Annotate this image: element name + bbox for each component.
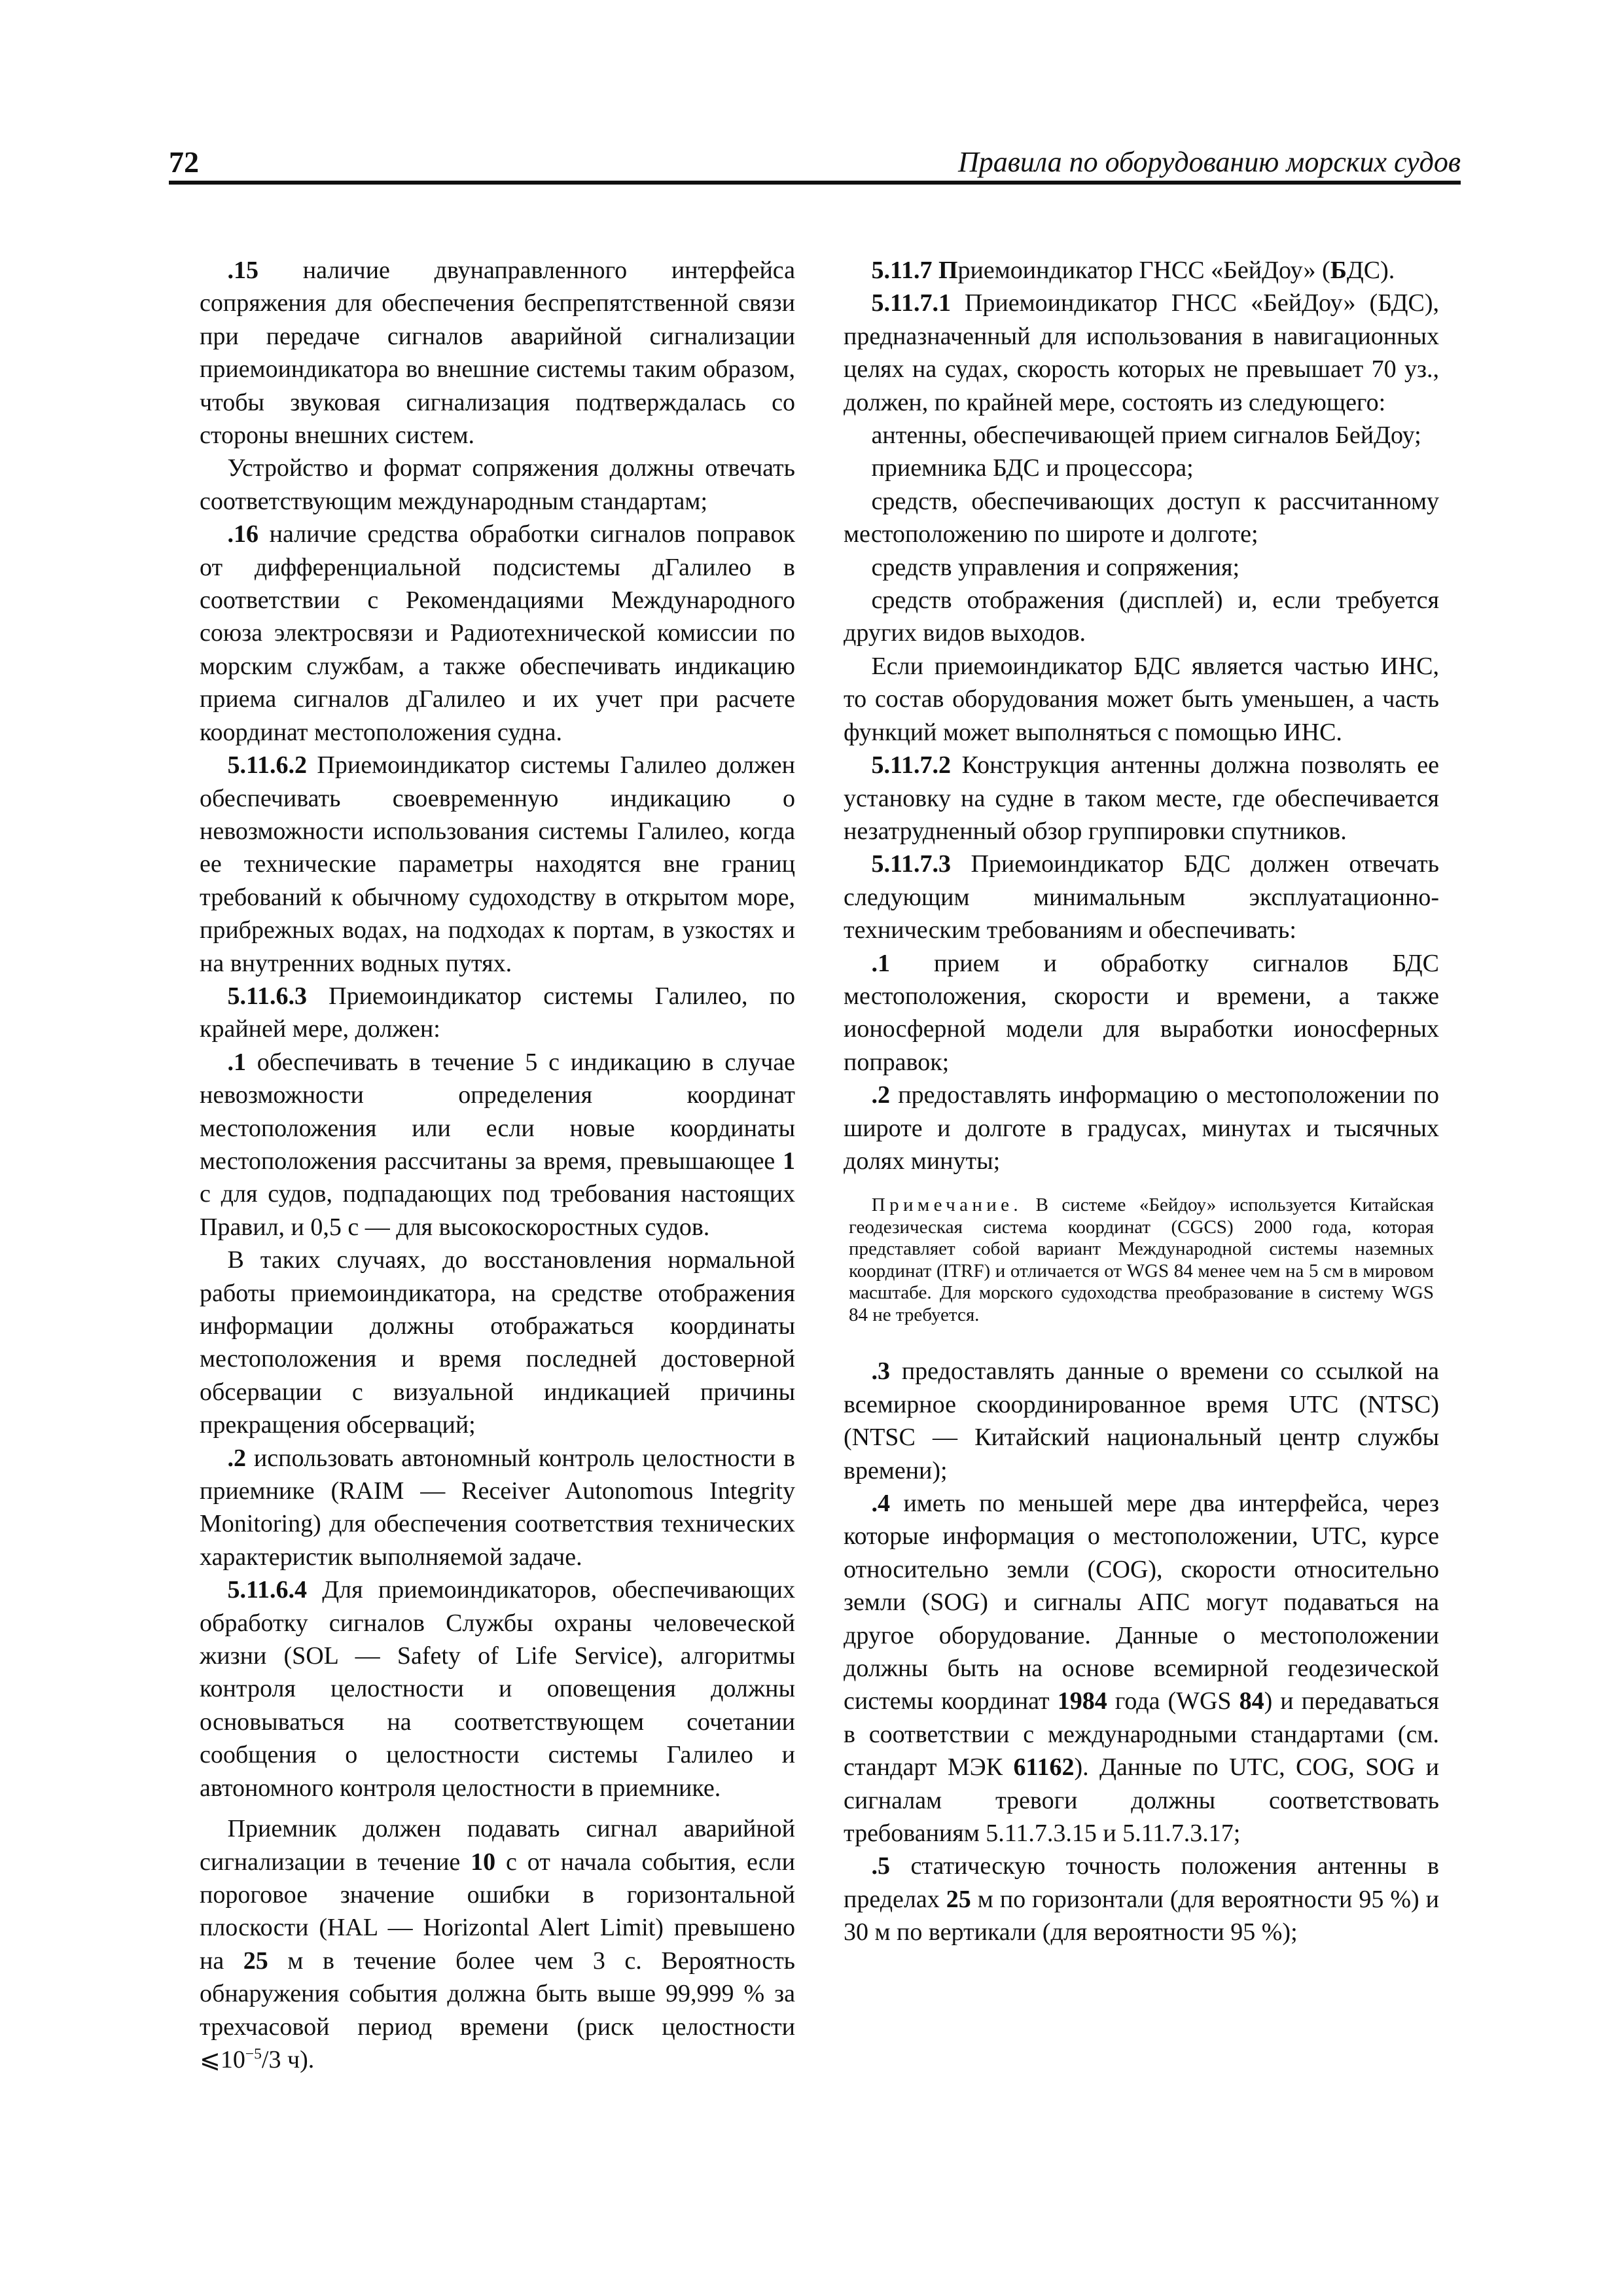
paragraph-text: Для приемоиндикаторов, обеспечивающих обработку сигналов Службы охраны человеческой жизни (SOL — Safety of Life Service), алгоритмы контроля целостности и оповещения должны основываться на соответствующем сочетании сообщения о целостности системы Галилео и автономного контроля целостности в приемнике. <box>200 1576 796 1802</box>
paragraph-5-11-7-3 <box>844 848 1439 946</box>
heading-text: Б <box>1330 257 1347 284</box>
section-number: 5.11.7.2 <box>871 751 951 780</box>
bold-value: 10 <box>471 1848 496 1876</box>
paragraph-text: наличие двунаправленного интерфейса сопряжения для обеспечения беспрепятственной связи при передаче сигналов аварийной сигнализации приемоиндикатора во внешние системы таким образом, чтобы звуковая сигнализация подтверждалась со стороны внешних систем. <box>200 257 795 450</box>
running-title: Правила по оборудованию морских судов <box>957 146 1461 178</box>
list-item-control <box>844 551 1439 584</box>
paragraph-text: Конструкция антенны должна позволять ее установку на судне в таком месте, где обеспечивается незатрудненный обзор группировки спутников. <box>844 751 1439 845</box>
paragraph-text: статическую точность положения антенны в пределах <box>844 1852 1439 1913</box>
paragraph-text: прием и обработку сигналов БДС местоположения, скорости и времени, а также ионосферной модели для выработки ионосферных поправок; <box>844 949 1439 1076</box>
paragraph-item-2 <box>200 1442 795 1574</box>
page-number: 72 <box>169 145 199 179</box>
paragraph-text: средств отображения (дисплей) и, если требуется других видов выходов. <box>844 586 1439 647</box>
integrity-formula: ⩽10 <box>200 2045 245 2073</box>
paragraph-text: В таких случаях, до восстановления нормальной работы приемоиндикатора, на средстве отображения информации должны отображаться координаты местоположения и время последней достоверной обсервации с визуальной индикацией причины прекращения обсерваций; <box>200 1246 795 1439</box>
section-number: 5.11.6.4 <box>227 1576 307 1604</box>
list-item-display <box>844 584 1439 650</box>
paragraph-text: /3 ч). <box>261 2045 315 2073</box>
section-number: 5.11.7.3 <box>871 850 951 878</box>
paragraph-item-3 <box>844 1355 1439 1487</box>
paragraph-item-1 <box>200 1046 795 1244</box>
paragraph-5-11-6-3 <box>200 980 795 1046</box>
bold-value: 25 <box>243 1946 268 1975</box>
paragraph-text: м по горизонтали (для вероятности 95 %) и 30 м по вертикали (для вероятности 95 %); <box>844 1885 1439 1946</box>
paragraph-text: обеспечивать в течение 5 с индикацию в случае невозможности определения координат местоположения или если новые координаты местоположения рассчитаны за время, превышающее <box>200 1048 795 1175</box>
section-number: 5.11.6.2 <box>227 751 307 780</box>
paragraph-text: использовать автономный контроль целостности в приемнике (RAIM — Receiver Autonomous Integrity Monitoring) для обеспечения соответствия технических характеристик выполняемой задаче. <box>200 1444 795 1571</box>
item-number: .15 <box>227 257 259 284</box>
paragraph-text: Приемоиндикатор ГНСС «БейДоу» (БДС), предназначенный для использования в навигационных целях на судах, скорость которых не превышает 70 уз., должен, по крайней мере, состоять из следующего: <box>844 289 1439 416</box>
paragraph-text: Приемник должен подавать сигнал аварийной сигнализации в течение <box>200 1815 795 1876</box>
paragraph-such-cases <box>200 1244 795 1441</box>
bold-value: 84 <box>1239 1687 1264 1715</box>
paragraph-text: Приемоиндикатор системы Галилео должен обеспечивать своевременную индикацию о невозможности использования системы Галилео, когда ее технические параметры находятся вне границ требований к обычному судоходству в открытом море, прибрежных водах, на подходах к портам, в узкостях и на внутренних водных путях. <box>200 751 795 977</box>
item-number: .5 <box>871 1852 891 1880</box>
paragraph-interface-format <box>200 452 795 518</box>
paragraph-text: с от начала события, если пороговое значение ошибки в горизонтальной плоскости (HAL — Horizontal Alert Limit) превышено на <box>200 1848 795 1975</box>
paragraph-ins <box>844 650 1439 749</box>
paragraph-16 <box>200 518 795 749</box>
item-number: .4 <box>871 1490 891 1517</box>
list-item-access <box>844 485 1439 551</box>
paragraph-text: средств управления и сопряжения; <box>871 553 1240 581</box>
paragraph-receiver-alarm <box>200 1812 795 2076</box>
paragraph-15 <box>200 254 795 452</box>
paragraph-text: с для судов, подпадающих под требования настоящих Правил, и 0,5 с — для высокоскоростных судов. <box>200 1180 795 1241</box>
paragraph-text: Устройство и формат сопряжения должны отвечать соответствующим международным стандартам; <box>200 454 795 515</box>
paragraph-5-11-6-2 <box>200 749 795 980</box>
paragraph-text: года (WGS <box>1107 1687 1240 1715</box>
paragraph-text: м в течение более чем 3 с. Вероятность обнаружения события должна быть выше 99,999 % за трехчасовой период времени (риск целостности <box>200 1946 796 2041</box>
paragraph-text: антенны, обеспечивающей прием сигналов БейДоу; <box>871 422 1421 450</box>
list-item-receiver <box>844 452 1439 484</box>
paragraph-text: предоставлять информацию о местоположении по широте и долготе в градусах, минутах и тысячных долях минуты; <box>844 1081 1439 1175</box>
note-block <box>849 1194 1434 1326</box>
paragraph-text: ) и передаваться в соответствии с международными стандартами (см. стандарт МЭК <box>844 1687 1439 1782</box>
header-rule <box>169 181 1461 185</box>
paragraph-text: приемника БДС и процессора; <box>871 454 1194 482</box>
item-number: .1 <box>871 949 891 977</box>
left-column <box>200 254 795 2076</box>
paragraph-text: иметь по меньшей мере два интерфейса, через которые информация о местоположении, UTC, курсе относительно земли (COG), скорости относительно земли (SOG) и сигналы АПС могут подаваться на другое оборудование. Данные о местоположении должны быть на основе всемирной геодезической системы координат <box>844 1490 1439 1715</box>
item-number: .3 <box>871 1357 891 1386</box>
heading-5-11-7 <box>844 254 1439 287</box>
paragraph-item-2 <box>844 1079 1439 1177</box>
paragraph-text: ). Данные по UTC, COG, SOG и сигналам тревоги должны соответствовать требованиям 5.11.7.3.15 и 5.11.7.3.17; <box>844 1753 1439 1848</box>
paragraph-item-4 <box>844 1487 1439 1850</box>
bold-value: 61162 <box>1013 1753 1075 1782</box>
paragraph-item-1 <box>844 947 1439 1079</box>
note-text: В системе «Бейдоу» используется Китайская геодезическая система координат (CGCS) 2000 года, которая представляет собой вариант Международной системы наземных координат (ITRF) и отличается от WGS 84 менее чем на 5 см в мировом масштабе. Для морского судоходства преобразование в систему WGS 84 не требуется. <box>849 1194 1434 1325</box>
exponent: −5 <box>245 2045 262 2063</box>
paragraph-text: Приемоиндикатор системы Галилео, по крайней мере, должен: <box>200 982 795 1043</box>
bold-value: 25 <box>946 1885 971 1913</box>
page-header <box>169 143 1461 182</box>
bold-value: 1984 <box>1057 1687 1107 1715</box>
item-number: .1 <box>227 1048 247 1076</box>
paragraph-text: средств, обеспечивающих доступ к рассчитанному местоположению по широте и долготе; <box>844 487 1439 548</box>
paragraph-text: Если приемоиндикатор БДС является частью ИНС, то состав оборудования может быть уменьшен, а часть функций может выполняться с помощью ИНС. <box>844 652 1439 746</box>
paragraph-5-11-6-4 <box>200 1573 795 1804</box>
paragraph-item-5 <box>844 1850 1439 1948</box>
item-number: .2 <box>871 1081 891 1109</box>
note-label: Примечание. <box>871 1194 1023 1216</box>
right-column <box>844 254 1439 1949</box>
paragraph-5-11-7-1 <box>844 287 1439 419</box>
heading-text: риемоиндикатор ГНСС «БейДоу» ( <box>957 257 1330 284</box>
section-number: 5.11.7.1 <box>871 289 951 317</box>
paragraph-text: Приемоиндикатор БДС должен отвечать следующим минимальным эксплуатационно-техническим требованиям и обеспечивать: <box>844 850 1439 944</box>
item-number: .2 <box>227 1444 247 1472</box>
paragraph-text: наличие средства обработки сигналов поправок от дифференциальной подсистемы дГалилео в соответствии с Рекомендациями Международного союза электросвязи и Радиотехнической комиссии по морским службам, а также обеспечивать индикацию приема сигналов дГалилео и их учет при расчете координат местоположения судна. <box>200 520 795 746</box>
section-number: 5.11.7 <box>871 257 933 284</box>
bold-value: 1 <box>783 1147 795 1175</box>
heading-text: П <box>932 257 958 284</box>
list-item-antenna <box>844 419 1439 452</box>
heading-text: ДС). <box>1346 257 1395 284</box>
item-number: .16 <box>227 520 259 548</box>
section-number: 5.11.6.3 <box>227 982 307 1010</box>
paragraph-5-11-7-2 <box>844 749 1439 848</box>
paragraph-text: предоставлять данные о времени со ссылкой на всемирное скоординированное время UTC (NTSC) (NTSC — Китайский национальный центр службы времени); <box>844 1357 1439 1484</box>
